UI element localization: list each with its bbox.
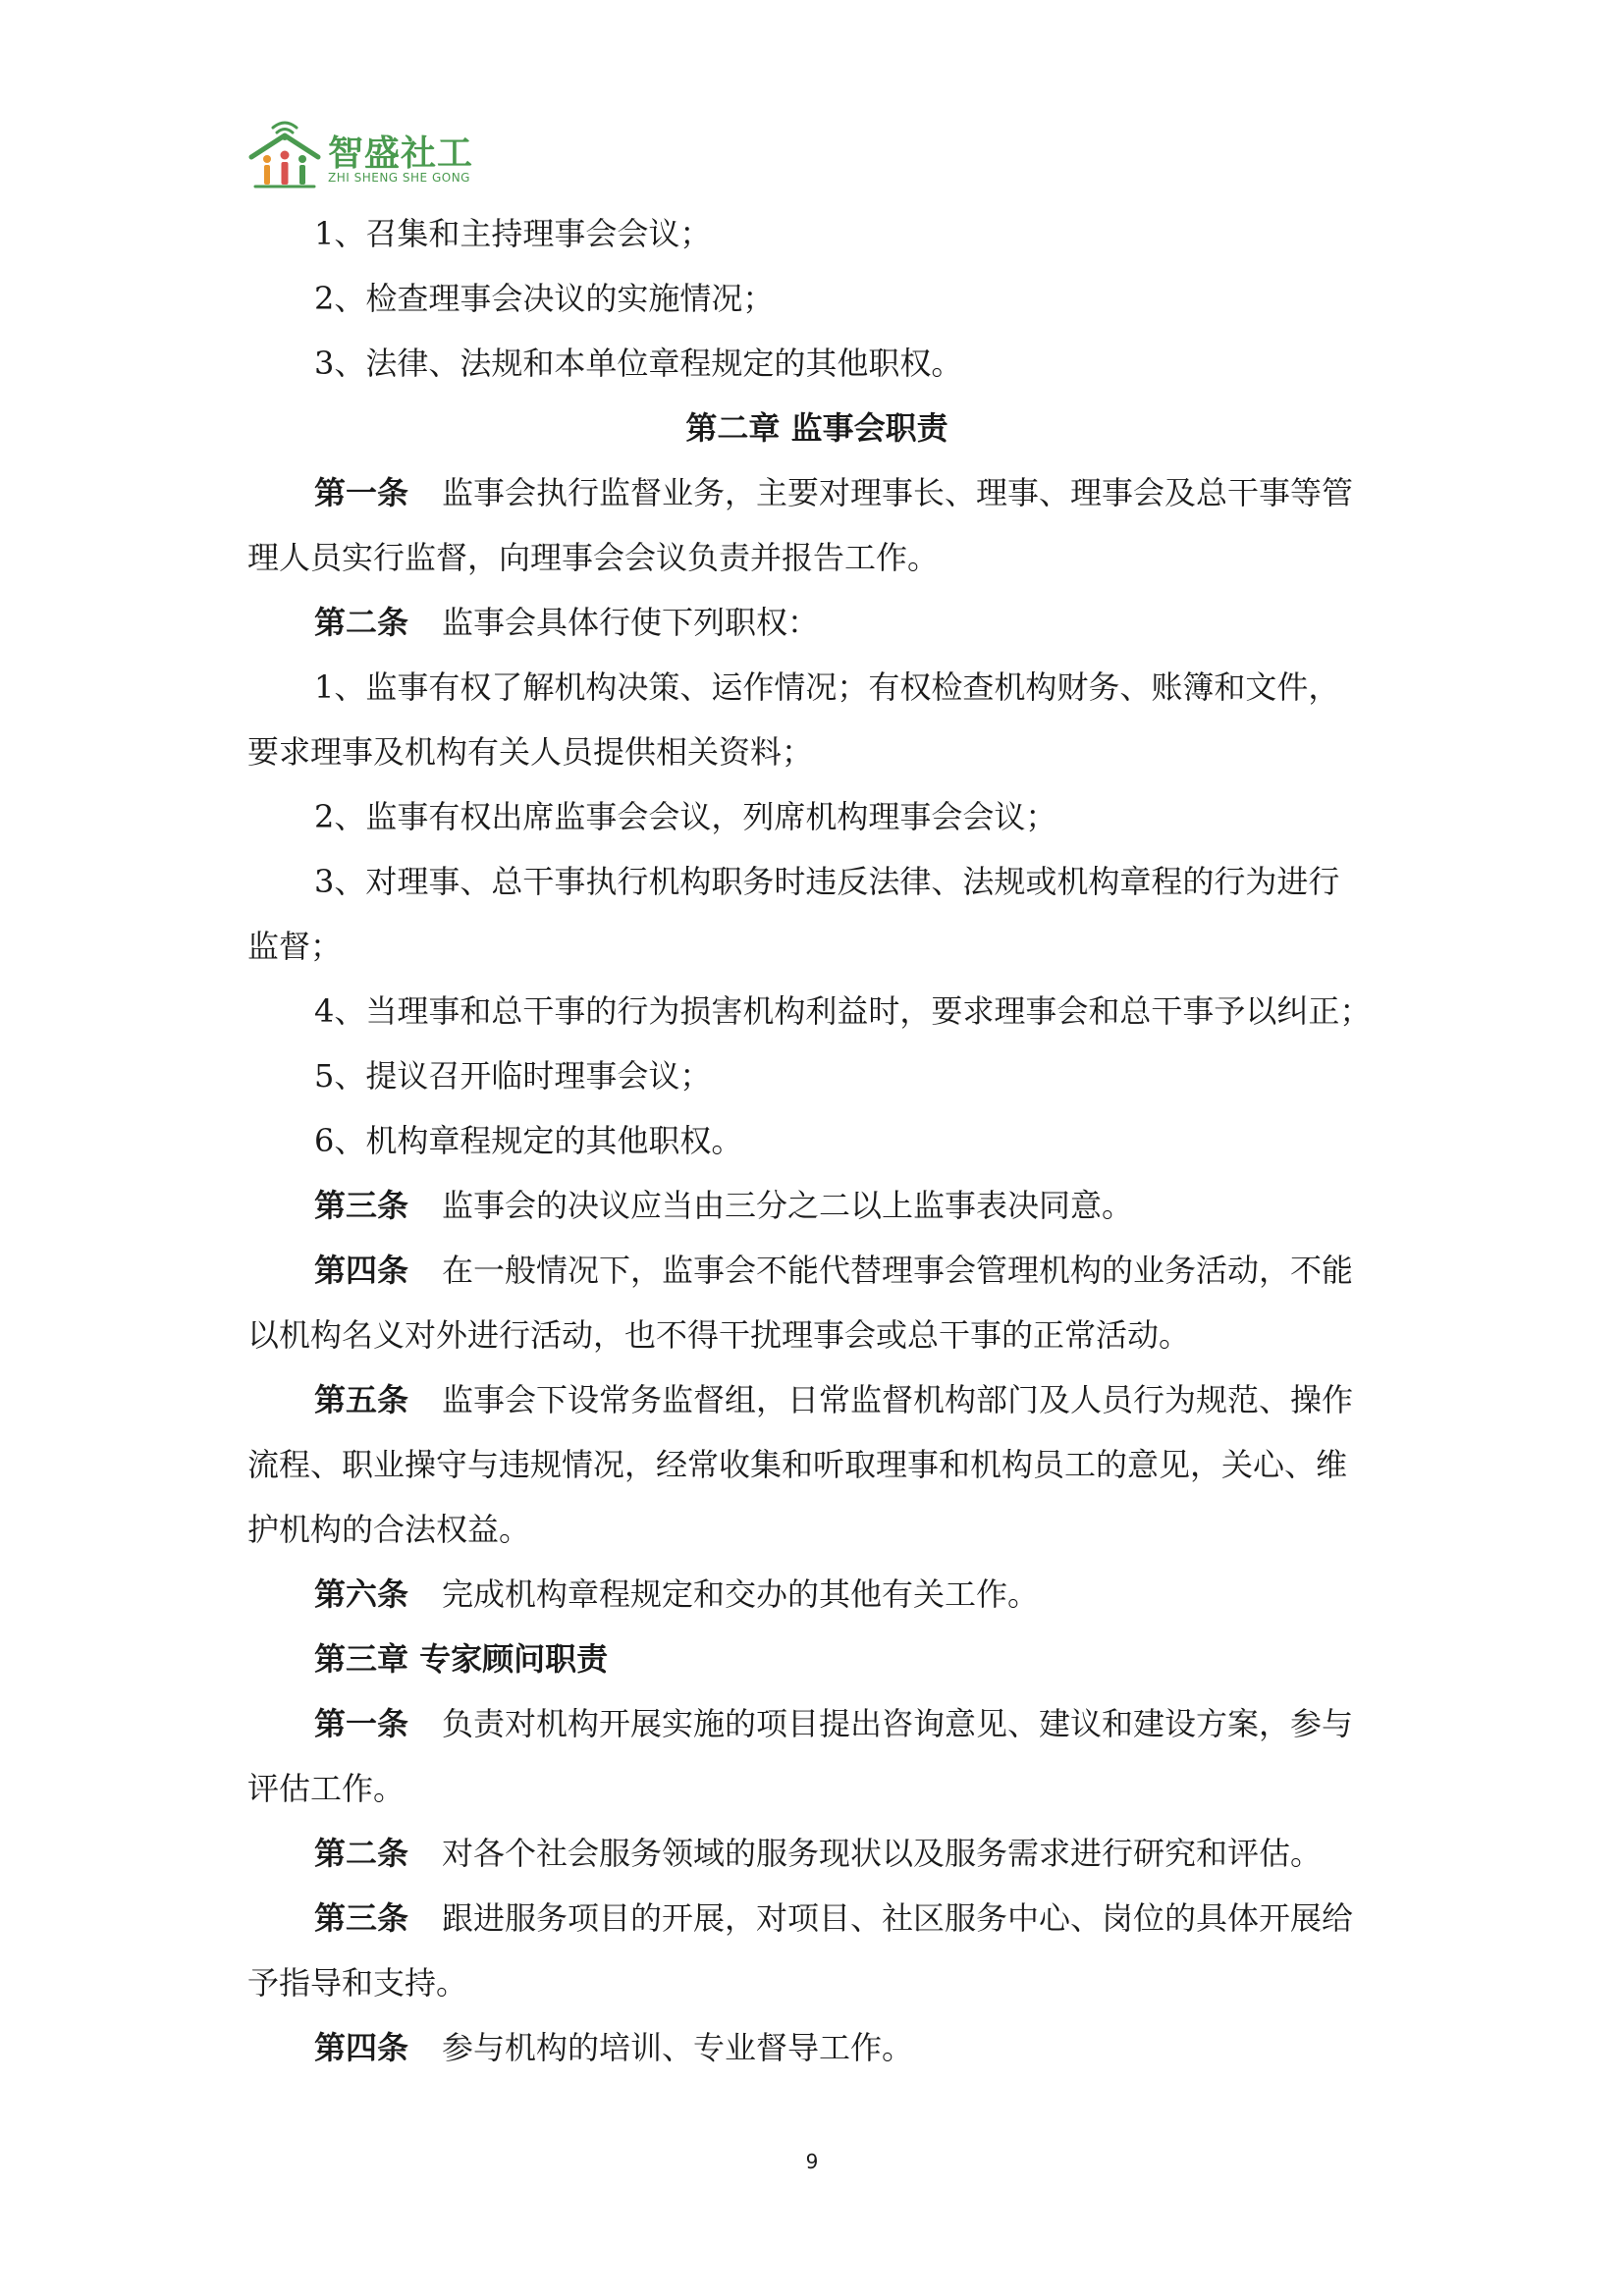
house-logo-icon: [245, 114, 324, 192]
article-label: 第四条: [314, 1252, 409, 1289]
article-label: 第三条: [314, 1899, 409, 1937]
logo-name-cn: 智盛社工: [328, 133, 474, 174]
article-paragraph: [247, 1886, 1386, 1950]
article-label: 第四条: [314, 2029, 409, 2066]
article-text: 监事会的决议应当由三分之二以上监事表决同意。: [442, 1187, 1134, 1224]
article-text: 参与机构的培训、专业督导工作。: [442, 2029, 914, 2066]
article-paragraph: [247, 460, 1386, 525]
paragraph-continuation: 予指导和支持。: [247, 1964, 468, 2002]
list-item: 6、机构章程规定的其他职权。: [314, 1122, 743, 1159]
article-label: 第五条: [314, 1381, 409, 1418]
article-paragraph: [247, 1238, 1386, 1303]
document-body: [247, 201, 1386, 2080]
chapter-heading: 第三章 专家顾问职责: [314, 1640, 609, 1678]
paragraph-continuation: 以机构名义对外进行活动，也不得干扰理事会或总干事的正常活动。: [247, 1316, 1191, 1354]
article-label: 第二条: [314, 1835, 409, 1872]
article-text: 负责对机构开展实施的项目提出咨询意见、建议和建设方案，参与: [442, 1705, 1354, 1742]
article-paragraph: [247, 1367, 1386, 1432]
logo: [245, 114, 501, 192]
article-paragraph: [247, 1173, 1386, 1238]
list-item: 2、监事有权出席监事会会议，列席机构理事会会议；: [314, 798, 1057, 835]
article-text: 监事会下设常务监督组，日常监督机构部门及人员行为规范、操作: [442, 1381, 1354, 1418]
article-label: 第三条: [314, 1187, 409, 1224]
article-paragraph: [247, 2015, 1386, 2080]
logo-name-en: ZHI SHENG SHE GONG: [328, 171, 470, 185]
chapter-heading: 第二章 监事会职责: [685, 409, 948, 447]
article-text: 对各个社会服务领域的服务现状以及服务需求进行研究和评估。: [442, 1835, 1323, 1872]
article-text: 监事会具体行使下列职权：: [442, 604, 820, 641]
list-item: 4、当理事和总干事的行为损害机构利益时，要求理事会和总干事予以纠正；: [314, 992, 1372, 1030]
article-paragraph: [247, 1562, 1386, 1627]
article-paragraph: [247, 1691, 1386, 1756]
page-number: 9: [805, 2150, 819, 2173]
list-item: 3、对理事、总干事执行机构职务时违反法律、法规或机构章程的行为进行: [314, 863, 1340, 900]
article-label: 第一条: [314, 1705, 409, 1742]
list-item: 1、召集和主持理事会会议；: [314, 215, 712, 252]
article-label: 第二条: [314, 604, 409, 641]
paragraph-continuation: 要求理事及机构有关人员提供相关资料；: [247, 733, 814, 771]
article-text: 完成机构章程规定和交办的其他有关工作。: [442, 1575, 1040, 1613]
article-text: 在一般情况下，监事会不能代替理事会管理机构的业务活动，不能: [442, 1252, 1354, 1289]
article-paragraph: [247, 1821, 1386, 1886]
list-item: 5、提议召开临时理事会议；: [314, 1057, 712, 1095]
list-item: 2、检查理事会决议的实施情况；: [314, 280, 775, 317]
article-paragraph: [247, 590, 1386, 655]
paragraph-continuation: 流程、职业操守与违规情况，经常收集和听取理事和机构员工的意见，关心、维: [247, 1446, 1348, 1483]
list-item: 3、法律、法规和本单位章程规定的其他职权。: [314, 345, 963, 382]
article-text: 跟进服务项目的开展，对项目、社区服务中心、岗位的具体开展给: [442, 1899, 1354, 1937]
paragraph-continuation: 监督；: [247, 928, 343, 965]
article-label: 第一条: [314, 474, 409, 511]
paragraph-continuation: 评估工作。: [247, 1770, 406, 1807]
article-text: 监事会执行监督业务，主要对理事长、理事、理事会及总干事等管: [442, 474, 1354, 511]
list-item: 1、监事有权了解机构决策、运作情况；有权检查机构财务、账簿和文件，: [314, 668, 1340, 706]
article-label: 第六条: [314, 1575, 409, 1613]
paragraph-continuation: 护机构的合法权益。: [247, 1511, 531, 1548]
paragraph-continuation: 理人员实行监督，向理事会会议负责并报告工作。: [247, 539, 940, 576]
